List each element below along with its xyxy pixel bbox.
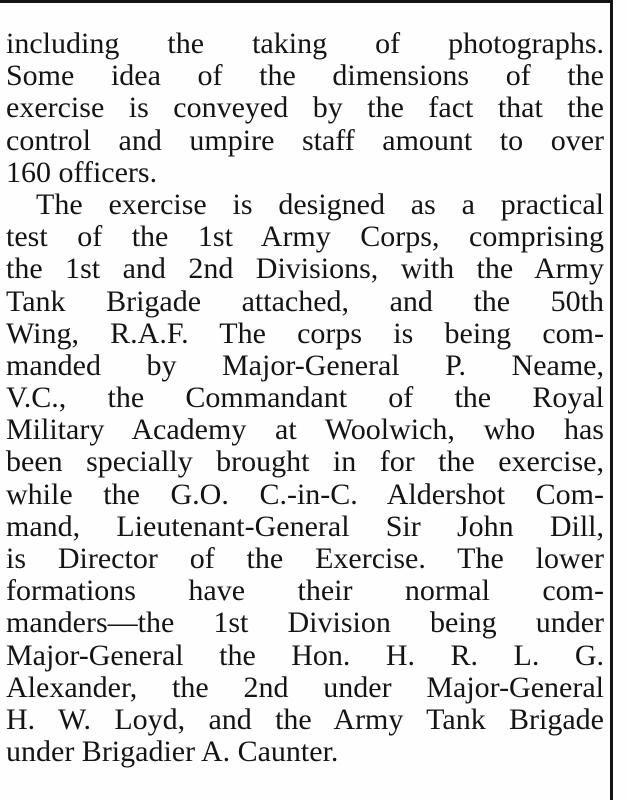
text-line: mand, Lieutenant-General Sir John Dill,: [6, 509, 604, 543]
top-column-rule: [0, 0, 610, 3]
text-line: Alexander, the 2nd under Major-General: [6, 670, 604, 704]
text-line: H. W. Loyd, and the Army Tank Brigade: [6, 702, 604, 736]
paragraph-exercise: [6, 189, 604, 768]
text-line: exercise is conveyed by the fact that the: [6, 91, 604, 125]
text-line: manded by Major-General P. Neame,: [6, 348, 604, 382]
text-line: been specially brought in for the exercise,: [6, 445, 604, 479]
text-line: while the G.O. C.-in-C. Aldershot Com-: [6, 477, 604, 511]
text-line: Military Academy at Woolwich, who has: [6, 413, 604, 447]
text-line: including the taking of photographs.: [6, 27, 604, 60]
text-line: is Director of the Exercise. The lower: [6, 542, 604, 575]
text-line: The exercise is designed as a practical: [36, 187, 604, 221]
text-line: Major-General the Hon. H. R. L. G.: [6, 638, 604, 672]
text-line: 160 officers.: [6, 155, 158, 189]
text-line: Tank Brigade attached, and the 50th: [6, 284, 604, 318]
text-line: under Brigadier A. Caunter.: [6, 735, 339, 769]
text-line: control and umpire staff amount to over: [6, 123, 604, 157]
text-line: Some idea of the dimensions of the: [6, 59, 604, 93]
text-line: Wing, R.A.F. The corps is being com-: [6, 316, 604, 350]
paragraph-continuation: [6, 28, 604, 189]
text-line: manders—the 1st Division being under: [6, 606, 604, 640]
text-line: the 1st and 2nd Divisions, with the Army: [6, 252, 604, 286]
right-column-rule: [610, 0, 613, 800]
text-line: test of the 1st Army Corps, comprising: [6, 220, 604, 254]
article-column: [6, 28, 604, 768]
text-line: formations have their normal com-: [6, 574, 604, 608]
text-line: V.C., the Commandant of the Royal: [6, 381, 604, 415]
